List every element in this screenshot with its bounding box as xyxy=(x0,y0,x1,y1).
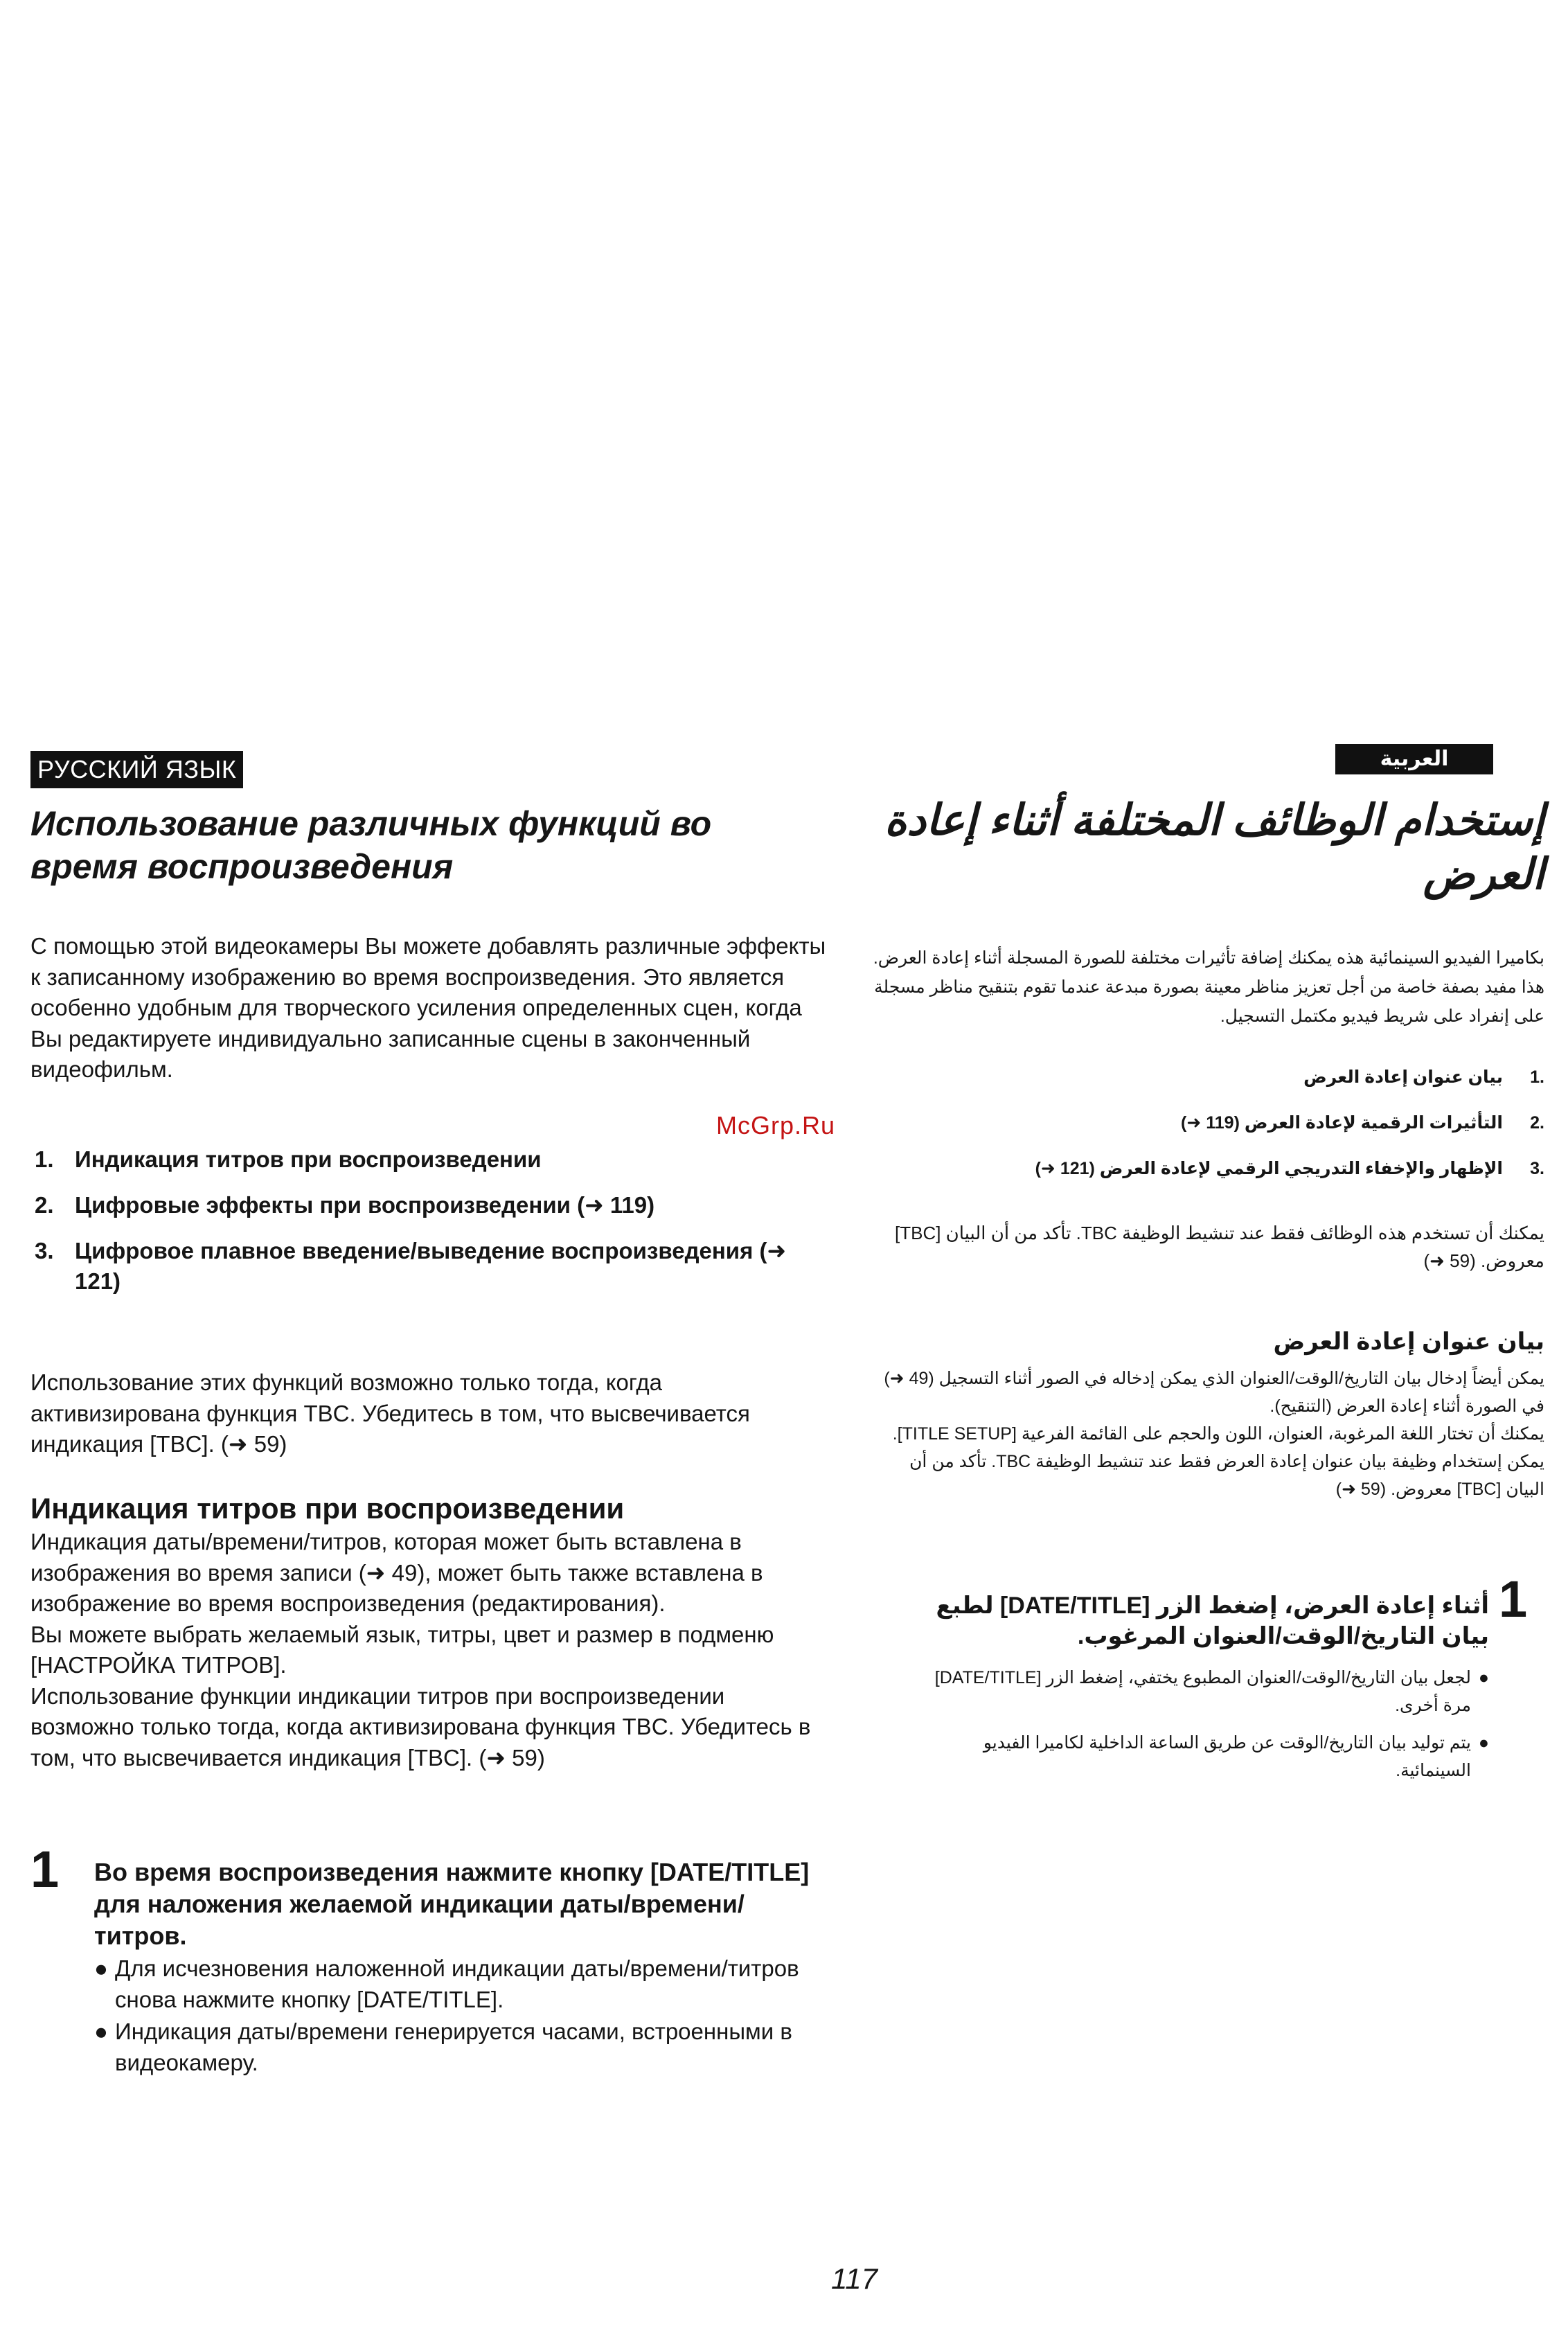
feature-text: الإظهار والإخفاء التدريجي الرقمي لإعادة العرض (121 ➜) xyxy=(1035,1159,1503,1178)
feature-number: .1 xyxy=(1530,1067,1544,1087)
russian-feature-item xyxy=(30,1144,827,1175)
russian-tbc-note: Использование этих функций возможно только тогда, когда активизирована функция TBC. Убедитесь в том, что высвечивается индикация [TBC]. (➜ 59) xyxy=(30,1369,750,1457)
feature-text: Цифровые эффекты при воспроизведении (➜ 119) xyxy=(75,1192,655,1218)
russian-section-body: Индикация даты/времени/титров, которая может быть вставлена в изображения во время записи (➜ 49), может быть также вставлена в изображение во время воспроизведения (редактирования). Вы можете выбрать желаемый язык, титры, цвет и размер в подменю [НАСТРОЙКА ТИТРОВ]. Использование функции индикации титров при воспроизведении возможно только тогда, когда активизирована функция TBC. Убедитесь в том, что высвечивается индикация [TBC]. (➜ 59) xyxy=(30,1529,811,1771)
language-tab-russian: РУССКИЙ ЯЗЫК xyxy=(30,751,243,788)
language-tab-arabic: العربية xyxy=(1335,744,1493,774)
bullet-text: لجعل بيان التاريخ/الوقت/العنوان المطبوع يختفي، إضغط الزر [DATE/TITLE] مرة أخرى. xyxy=(934,1668,1471,1715)
russian-feature-list xyxy=(30,1144,827,1312)
russian-step-heading: Во время воспроизведения нажмите кнопку [DATE/TITLE] для наложения желаемой индикации даты/времени/титров. xyxy=(94,1858,810,1950)
feature-number: 1. xyxy=(35,1146,54,1172)
arabic-section-heading: بيان عنوان إعادة العرض xyxy=(1273,1329,1544,1355)
russian-step-bullets xyxy=(94,1953,828,2079)
bullet-dot-icon: ● xyxy=(94,2019,108,2044)
arabic-feature-item xyxy=(873,1110,1544,1136)
russian-page-title: Использование различных функций во время воспроизведения xyxy=(30,804,712,886)
feature-text: Цифровое плавное введение/выведение воспроизведения (➜ 121) xyxy=(75,1238,787,1294)
feature-number: 2. xyxy=(35,1192,54,1218)
arabic-section-body: يمكن أيضاً إدخال بيان التاريخ/الوقت/العنوان الذي يمكن إدخاله في الصور أثناء التسجيل (49 ➜) في الصورة أثناء إعادة العرض (التنقيح). يمكنك أن تختار اللغة المرغوبة، العنوان، اللون والحجم على القائمة الفرعية [TITLE SETUP]. يمكن إستخدام وظيفة بيان عنوان إعادة العرض فقط عند تنشيط الوظيفة TBC. تأكد من أن البيان [TBC] معروض. (59 ➜) xyxy=(884,1369,1544,1499)
bullet-text: Индикация даты/времени генерируется часами, встроенными в видеокамеру. xyxy=(115,2019,792,2075)
russian-intro-paragraph: С помощью этой видеокамеры Вы можете добавлять различные эффекты к записанному изображению во время воспроизведения. Это является особенно удобным для творческого усиления определенных сцен, когда Вы редактируете индивидуально записанные сцены в законченный видеофильм. xyxy=(30,933,826,1082)
bullet-dot-icon: ● xyxy=(94,1955,108,1981)
arabic-feature-item xyxy=(873,1064,1544,1090)
arabic-page-title: إستخدام الوظائف المختلفة أثناء إعادة العرض xyxy=(884,797,1544,898)
bullet-text: يتم توليد بيان التاريخ/الوقت عن طريق الساعة الداخلية لكاميرا الفيديو السينمائية. xyxy=(983,1733,1471,1780)
arabic-step-bullet xyxy=(921,1729,1489,1784)
russian-feature-item xyxy=(30,1190,827,1221)
arabic-intro-paragraph: بكاميرا الفيديو السينمائية هذه يمكنك إضافة تأثيرات مختلفة للصورة المسجلة أثناء إعادة العرض. هذا مفيد بصفة خاصة من أجل تعزيز مناظر معينة بصورة مبدعة عندما تقوم بتنقيح مناظر مسجلة على إنفراد على شريط فيديو مكتمل التسجيل. xyxy=(873,948,1544,1026)
russian-step-number: 1 xyxy=(30,1840,60,1898)
arabic-step-heading: أثناء إعادة العرض، إضغط الزر [DATE/TITLE] لطبع بيان التاريخ/الوقت/العنوان المرغوب. xyxy=(936,1593,1489,1649)
page-number: 117 xyxy=(831,2262,877,2295)
bullet-dot-icon: ● xyxy=(1478,1668,1489,1687)
russian-step-bullet xyxy=(94,2016,828,2078)
feature-number: 3. xyxy=(35,1238,54,1263)
arabic-tbc-note: يمكنك أن تستخدم هذه الوظائف فقط عند تنشيط الوظيفة TBC. تأكد من أن البيان [TBC] معروض. (59 ➜) xyxy=(895,1223,1544,1271)
watermark: McGrp.Ru xyxy=(716,1111,836,1139)
arabic-step-bullet xyxy=(921,1664,1489,1719)
russian-section-heading: Индикация титров при воспроизведении xyxy=(30,1492,625,1525)
arabic-feature-item xyxy=(873,1155,1544,1182)
feature-text: التأثيرات الرقمية لإعادة العرض (119 ➜) xyxy=(1181,1113,1503,1133)
bullet-text: Для исчезновения наложенной индикации даты/времени/титров снова нажмите кнопку [DATE/TITLE]. xyxy=(115,1955,799,2012)
arabic-feature-list xyxy=(873,1064,1544,1201)
russian-step-bullet xyxy=(94,1953,828,2015)
russian-feature-item xyxy=(30,1236,827,1297)
arabic-step-number: 1 xyxy=(1499,1570,1528,1628)
feature-number: .3 xyxy=(1530,1159,1544,1178)
feature-text: بيان عنوان إعادة العرض xyxy=(1303,1067,1503,1087)
feature-text: Индикация титров при воспроизведении xyxy=(75,1146,542,1172)
feature-number: .2 xyxy=(1530,1113,1544,1133)
arabic-step-bullets xyxy=(921,1664,1489,1794)
bullet-dot-icon: ● xyxy=(1478,1733,1489,1753)
